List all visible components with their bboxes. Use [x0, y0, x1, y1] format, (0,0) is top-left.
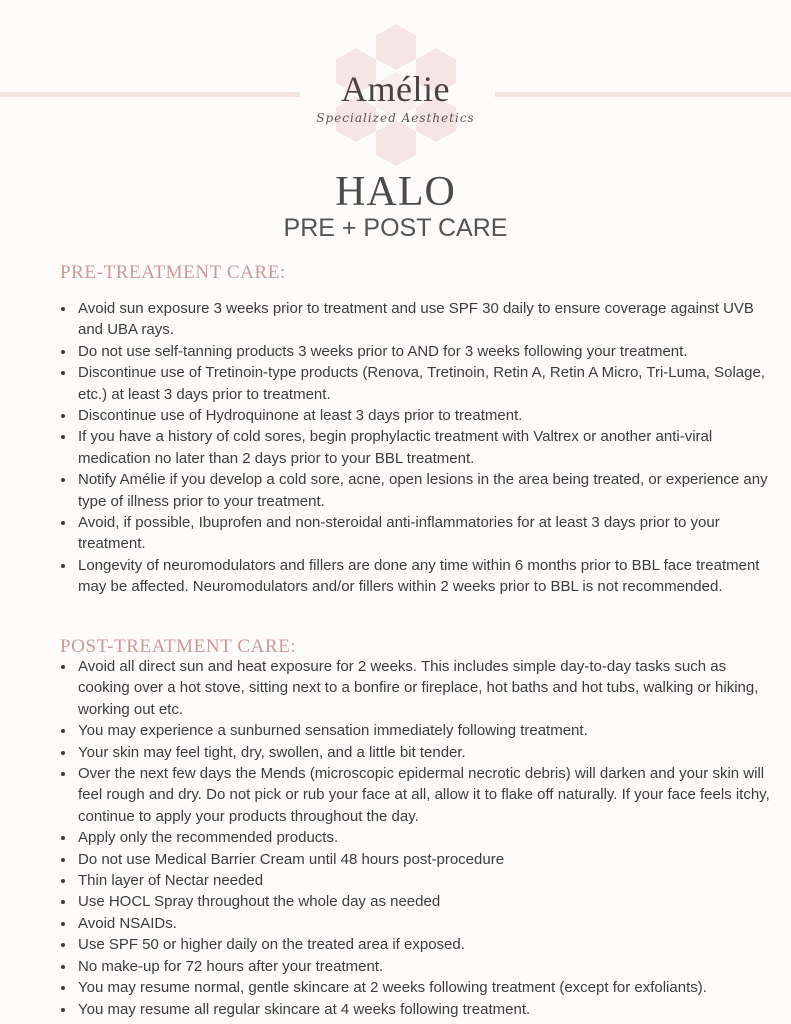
list-item: • Avoid, if possible, Ibuprofen and non-steroidal anti-inflammatories for at least 3 days prior to your treatment. — [76, 512, 776, 555]
list-item: • Do not use Medical Barrier Cream until 48 hours post-procedure — [76, 849, 776, 870]
list-item: • Discontinue use of Tretinoin-type products (Renova, Tretinoin, Retin A, Retin A Micro, Tri-Luma, Solage, etc.) at least 3 days prior to treatment. — [76, 362, 776, 405]
list-item: • Thin layer of Nectar needed — [76, 870, 776, 891]
list-item: • Do not use self-tanning products 3 weeks prior to AND for 3 weeks following your treatment. — [76, 341, 776, 362]
page-subtitle: PRE + POST CARE — [283, 214, 508, 242]
post-treatment-list — [58, 656, 776, 1020]
post-treatment-heading: POST-TREATMENT CARE: — [60, 636, 297, 657]
list-item: • You may resume all regular skincare at 4 weeks following treatment. — [76, 999, 776, 1020]
list-item: • Avoid sun exposure 3 weeks prior to treatment and use SPF 30 daily to ensure coverage against UVB and UBA rays. — [76, 298, 776, 341]
pre-treatment-heading: PRE-TREATMENT CARE: — [60, 262, 286, 283]
list-item: • Use SPF 50 or higher daily on the treated area if exposed. — [76, 934, 776, 955]
list-item: • Use HOCL Spray throughout the whole day as needed — [76, 891, 776, 912]
page-title: HALO — [335, 169, 456, 215]
pre-treatment-list — [58, 298, 776, 598]
list-item: • Longevity of neuromodulators and fillers are done any time within 6 months prior to BBL face treatment may be affected. Neuromodulators and/or fillers within 2 weeks prior to BBL is not recommended. — [76, 555, 776, 598]
brand-logo-name: Amélie — [341, 69, 450, 109]
list-item: • Discontinue use of Hydroquinone at least 3 days prior to treatment. — [76, 405, 776, 426]
list-item: • Notify Amélie if you develop a cold sore, acne, open lesions in the area being treated, or experience any type of illness prior to your treatment. — [76, 469, 776, 512]
list-item: • Over the next few days the Mends (microscopic epidermal necrotic debris) will darken and your skin will feel rough and dry. Do not pick or rub your face at all, allow it to flake off naturally. If your face feels itchy, continue to apply your products throughout the day. — [76, 763, 776, 827]
list-item: • Your skin may feel tight, dry, swollen, and a little bit tender. — [76, 742, 776, 763]
list-item: • No make-up for 72 hours after your treatment. — [76, 956, 776, 977]
list-item: • If you have a history of cold sores, begin prophylactic treatment with Valtrex or another anti-viral medication no later than 2 days prior to your BBL treatment. — [76, 426, 776, 469]
brand-tagline: Specialized Aesthetics — [316, 111, 475, 125]
list-item: • Apply only the recommended products. — [76, 827, 776, 848]
list-item: • Avoid NSAIDs. — [76, 913, 776, 934]
list-item: • You may resume normal, gentle skincare at 2 weeks following treatment (except for exfoliants). — [76, 977, 776, 998]
list-item: • Avoid all direct sun and heat exposure for 2 weeks. This includes simple day-to-day tasks such as cooking over a hot stove, sitting next to a bonfire or fireplace, hot baths and hot tubs, walking or hiking, working out etc. — [76, 656, 776, 720]
list-item: • You may experience a sunburned sensation immediately following treatment. — [76, 720, 776, 741]
